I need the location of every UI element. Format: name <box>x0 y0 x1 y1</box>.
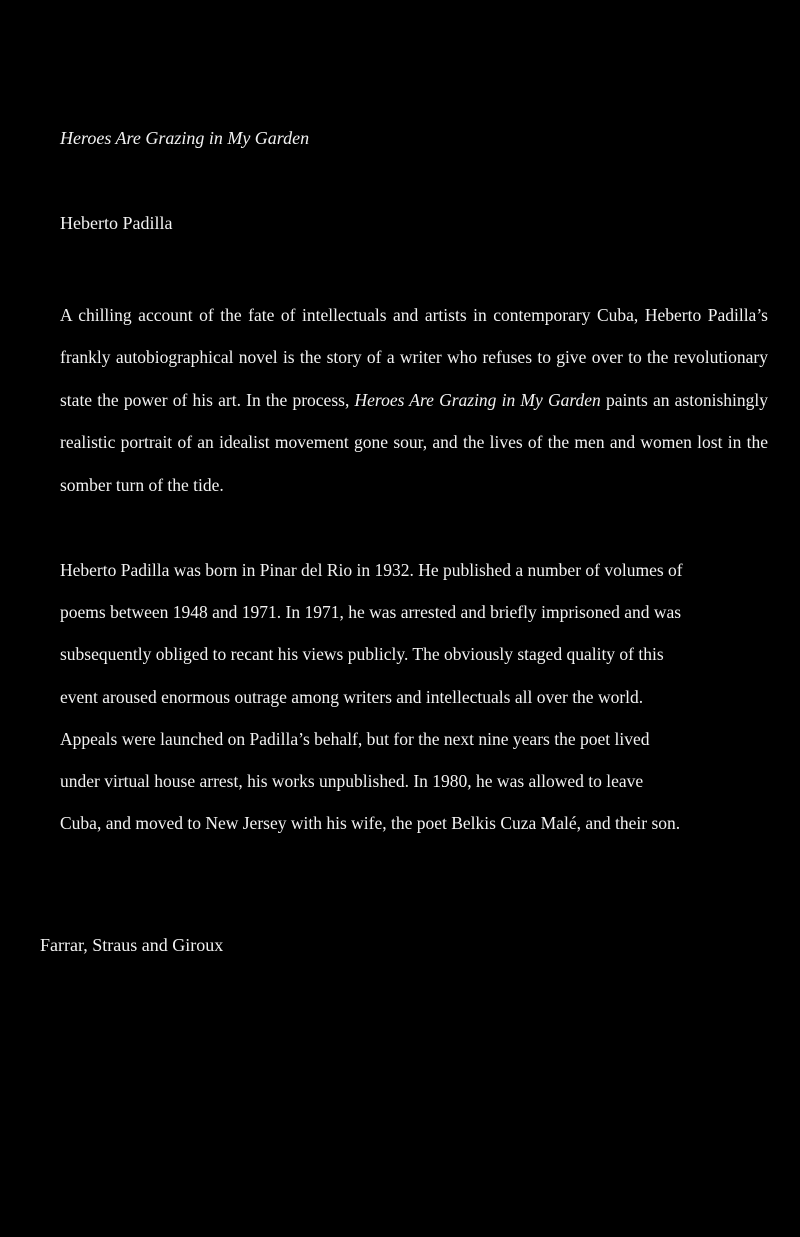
bio-line: Appeals were launched on Padilla’s behalf, but for the next nine years the poet lived <box>60 728 650 749</box>
bio-line: subsequently obliged to recant his views publicly. The obviously staged quality of this <box>60 644 664 665</box>
book-blurb <box>60 294 768 506</box>
book-title: Heroes Are Grazing in My Garden <box>60 128 310 148</box>
bio-line: event aroused enormous outrage among writers and intellectuals all over the world. <box>60 686 644 707</box>
bio-line: Heberto Padilla was born in Pinar del Rio in 1932. He published a number of volumes of <box>60 560 683 580</box>
bio-line: under virtual house arrest, his works unpublished. In 1980, he was allowed to leave <box>60 771 644 792</box>
publisher-name: Farrar, Straus and Giroux <box>40 935 224 955</box>
bio-line: Cuba, and moved to New Jersey with his wife, the poet Belkis Cuza Malé, and their son. <box>60 813 681 834</box>
author-bio <box>60 549 780 844</box>
blurb-text-part2: paints an astonishingly realistic portrait of an idealist movement gone sour, and the lives of the men and women lost in the somber turn of the tide. <box>60 389 768 495</box>
author-name: Heberto Padilla <box>60 213 173 233</box>
blurb-italic-title: Heroes Are Grazing in My Garden <box>354 389 601 410</box>
blurb-text-part1: A chilling account of the fate of intellectuals and artists in contemporary Cuba, Heberto Padilla’s frankly autobiographical novel is the story of a writer who refuses to give over to the revolutionary state the power of his art. In the process, <box>60 305 768 410</box>
bio-line: poems between 1948 and 1971. In 1971, he was arrested and briefly imprisoned and was <box>60 602 682 623</box>
